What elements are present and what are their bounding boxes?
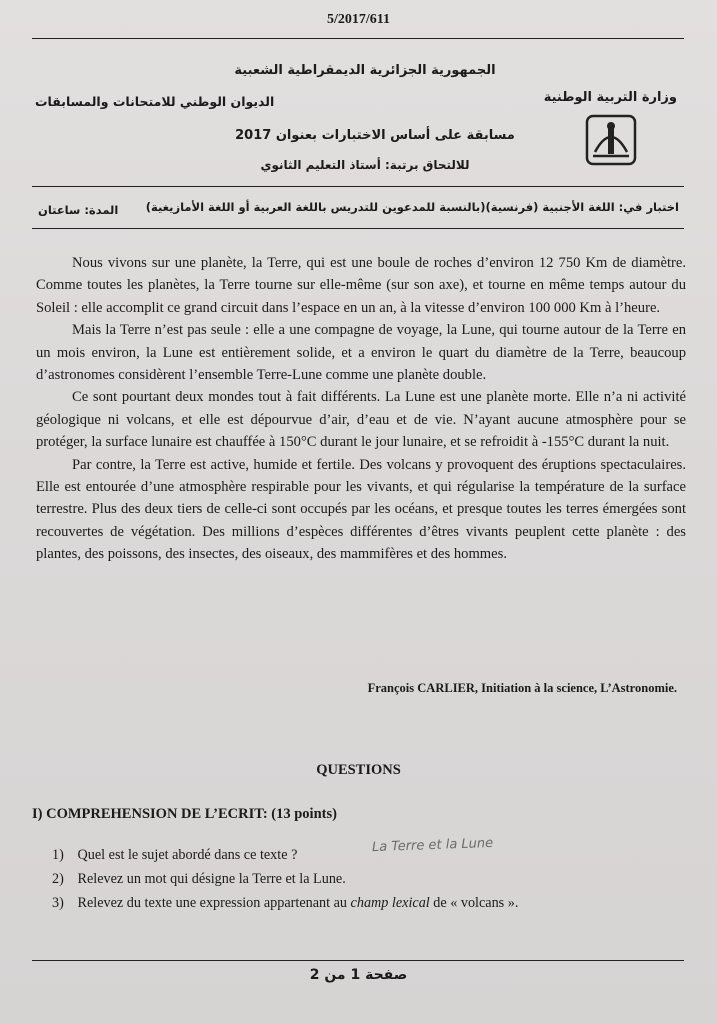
ministry-emblem-icon: [583, 112, 639, 168]
passage-paragraph: Nous vivons sur une planète, la Terre, qui est une boule de roches d’environ 12 750 Km de diamètre. Comme toutes les planètes, la Terre tourne sur elle-même (sur son axe), et tourne en même temps autour du Soleil : elle accomplit ce grand circuit dans l’espace en un an, à la vitesse d’environ 100 000 Km à l’heure.: [36, 255, 686, 316]
question-item: [52, 867, 518, 891]
question-number: 1): [52, 847, 64, 863]
exam-subject: اختبار في: اللغة الأجنبية (فرنسية)(بالنسبة للمدعوين للتدريس باللغة العربية أو اللغة الأمازيغية): [145, 200, 679, 214]
passage-attribution: François CARLIER, Initiation à la science, L’Astronomie.: [367, 681, 677, 695]
reading-passage: [36, 252, 686, 566]
header-bottom-rule: [32, 228, 684, 229]
question-list: [52, 843, 518, 915]
questions-heading: QUESTIONS: [316, 762, 401, 778]
grade-line: للالتحاق برتبة: أستاذ التعليم الثانوي: [260, 158, 470, 172]
document-number: 5/2017/611: [326, 12, 390, 27]
question-italic-term: champ lexical: [350, 895, 430, 911]
question-text: Relevez un mot qui désigne la Terre et la Lune.: [77, 871, 346, 887]
question-item: [52, 891, 518, 915]
question-text: Relevez du texte une expression appartenant au: [77, 895, 351, 911]
footer-rule: [32, 960, 684, 961]
passage-paragraph: Mais la Terre n’est pas seule : elle a une compagne de voyage, la Lune, qui tourne autour de la Terre en un mois environ, la Lune est entièrement solide, et a environ le quart du diamètre de la Terre, beaucoup d’astronomes considèrent l’ensemble Terre-Lune comme une planète double.: [36, 322, 686, 384]
header-top-rule: [32, 38, 684, 39]
contest-title: مسابقة على أساس الاختبارات بعنوان 2017: [235, 128, 515, 143]
comprehension-section-title: I) COMPREHENSION DE L’ECRIT: (13 points): [32, 806, 337, 822]
question-number: 2): [52, 871, 64, 887]
question-text: de « volcans ».: [429, 895, 519, 911]
ministry-name: وزارة التربية الوطنية: [543, 90, 677, 105]
exam-office-name: الديوان الوطني للامتحانات والمسابقات: [35, 94, 275, 109]
header-middle-rule: [32, 186, 684, 187]
page-number: صفحة 1 من 2: [309, 967, 408, 983]
handwritten-answer: La Terre et la Lune: [371, 835, 494, 856]
question-text: Quel est le sujet abordé dans ce texte ?: [77, 847, 298, 863]
republic-title: الجمهورية الجزائرية الديمقراطية الشعبية: [234, 63, 496, 78]
passage-paragraph: Ce sont pourtant deux mondes tout à fait différents. La Lune est une planète morte. Elle n’a ni activité géologique ni volcans, et elle est dépourvue d’air, d’eau et de vie. N’ayant aucune atmosphère pour se protéger, la surface lunaire est chauffée à 150°C durant le jour lunaire, et se refroidit à -155°C durant la nuit.: [36, 389, 686, 451]
question-number: 3): [52, 895, 64, 911]
exam-duration: المدة: ساعتان: [38, 203, 119, 217]
passage-paragraph: Par contre, la Terre est active, humide et fertile. Des volcans y provoquent des éruptions spectaculaires. Elle est entourée d’une atmosphère respirable pour les vivants, et qui régularise la température de la surface terrestre. Plus des deux tiers de celle-ci sont occupés par les océans, et presque toutes les terres émergées sont recouvertes de végétation. Des millions d’espèces différentes d’êtres vivants peuplent cette planète : des plantes, des poissons, des insectes, des oiseaux, des mammifères et des hommes.: [36, 456, 686, 563]
